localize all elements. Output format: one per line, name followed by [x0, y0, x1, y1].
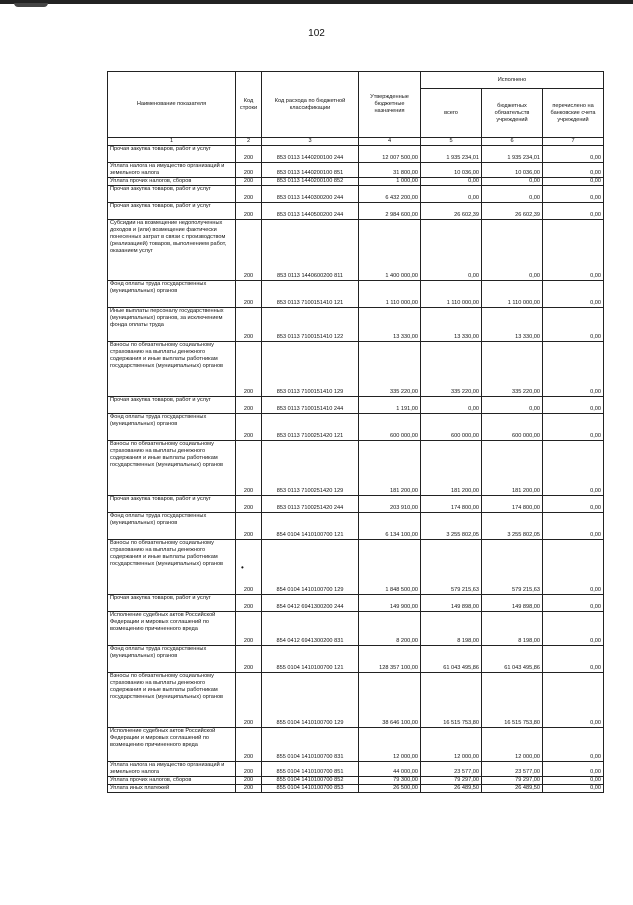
row-code: 200 [236, 203, 262, 220]
row-total: 79 297,00 [421, 777, 482, 785]
header-executed: Исполнено [421, 72, 604, 89]
row-total: 10 036,00 [421, 163, 482, 178]
row-total: 12 000,00 [421, 728, 482, 762]
row-total: 13 330,00 [421, 308, 482, 342]
row-total: 1 935 234,01 [421, 146, 482, 163]
table-row [108, 673, 604, 728]
row-kbk: 854 0412 6941300200 244 [262, 595, 359, 612]
header-obligations: бюджетных обязательств учреждений [482, 89, 543, 138]
column-index: 3 [262, 138, 359, 146]
row-name: Фонд оплаты труда государственных (муниципальных) органов [108, 513, 236, 540]
column-index: 1 [108, 138, 236, 146]
header-approved: Утвержденные бюджетные назначения [359, 72, 421, 138]
row-name: Исполнение судебных актов Российской Федерации и мировых соглашений по возмещению причиненного вреда [108, 728, 236, 762]
row-approved: 44 000,00 [359, 762, 421, 777]
row-obligations: 79 297,00 [482, 777, 543, 785]
row-approved: 6 432 200,00 [359, 186, 421, 203]
row-code: 200 [236, 146, 262, 163]
row-code: 200 [236, 612, 262, 646]
row-code: 200 [236, 414, 262, 441]
row-transferred: 0,00 [543, 777, 604, 785]
row-kbk: 853 0113 1440200100 851 [262, 163, 359, 178]
row-obligations: 13 330,00 [482, 308, 543, 342]
table-row [108, 762, 604, 777]
header-transferred: перечислено на банковские счета учреждений [543, 89, 604, 138]
row-kbk: 855 0104 1410100700 831 [262, 728, 359, 762]
row-transferred: 0,00 [543, 728, 604, 762]
row-transferred: 0,00 [543, 308, 604, 342]
row-code: 200 [236, 785, 262, 793]
row-transferred: 0,00 [543, 414, 604, 441]
row-total: 149 898,00 [421, 595, 482, 612]
row-total: 16 515 753,80 [421, 673, 482, 728]
table-row [108, 163, 604, 178]
row-transferred: 0,00 [543, 441, 604, 496]
table-row [108, 441, 604, 496]
row-code: 200 [236, 777, 262, 785]
row-code: 200 [236, 513, 262, 540]
row-obligations: 174 800,00 [482, 496, 543, 513]
row-kbk: 855 0104 1410100700 121 [262, 646, 359, 673]
row-code: 200 [236, 595, 262, 612]
row-transferred: 0,00 [543, 673, 604, 728]
row-total: 8 198,00 [421, 612, 482, 646]
column-index: 7 [543, 138, 604, 146]
row-approved: 203 910,00 [359, 496, 421, 513]
row-kbk: 855 0104 1410100700 852 [262, 777, 359, 785]
row-approved: 181 200,00 [359, 441, 421, 496]
row-obligations: 1 110 000,00 [482, 281, 543, 308]
row-name: Уплата налога на имущество организаций и земельного налога [108, 762, 236, 777]
row-name: Фонд оплаты труда государственных (муниципальных) органов [108, 281, 236, 308]
row-obligations: 335 220,00 [482, 342, 543, 397]
table-row [108, 308, 604, 342]
header-code: Код строки [236, 72, 262, 138]
row-obligations: 0,00 [482, 220, 543, 281]
row-name: Взносы по обязательному социальному страхованию на выплаты денежного содержания и иные выплаты работникам государственных (муниципальных) органов [108, 441, 236, 496]
row-obligations: 181 200,00 [482, 441, 543, 496]
row-name: Уплата налога на имущество организаций и земельного налога [108, 163, 236, 178]
table-row [108, 785, 604, 793]
table-row [108, 612, 604, 646]
row-total: 579 215,63 [421, 540, 482, 595]
header-kbk: Код расхода по бюджетной классификации [262, 72, 359, 138]
row-code: 200 [236, 220, 262, 281]
table-header [108, 72, 604, 146]
row-approved: 12 007 500,00 [359, 146, 421, 163]
row-name: Прочая закупка товаров, работ и услуг [108, 203, 236, 220]
row-total: 3 255 802,05 [421, 513, 482, 540]
row-code: 200 [236, 673, 262, 728]
row-approved: 600 000,00 [359, 414, 421, 441]
row-kbk: 853 0113 7100151410 121 [262, 281, 359, 308]
row-code: 200 [236, 728, 262, 762]
header-name: Наименование показателя [108, 72, 236, 138]
row-obligations: 3 255 802,05 [482, 513, 543, 540]
row-transferred: 0,00 [543, 762, 604, 777]
row-total: 0,00 [421, 178, 482, 186]
column-index: 5 [421, 138, 482, 146]
column-index: 4 [359, 138, 421, 146]
row-obligations: 0,00 [482, 178, 543, 186]
row-obligations: 1 935 234,01 [482, 146, 543, 163]
table-row [108, 203, 604, 220]
table-row [108, 595, 604, 612]
row-name: Уплата прочих налогов, сборов [108, 777, 236, 785]
row-kbk: 853 0113 7100151410 122 [262, 308, 359, 342]
row-kbk: 855 0104 1410100700 129 [262, 673, 359, 728]
row-obligations: 579 215,63 [482, 540, 543, 595]
row-name: Уплата иных платежей [108, 785, 236, 793]
table-row [108, 186, 604, 203]
row-obligations: 149 898,00 [482, 595, 543, 612]
row-name: Субсидии на возмещение недополученных доходов и (или) возмещение фактически понесенных затрат в связи с производством (реализацией) товаров, выполнением работ, оказанием услуг [108, 220, 236, 281]
row-name: Исполнение судебных актов Российской Федерации и мировых соглашений по возмещению причиненного вреда [108, 612, 236, 646]
row-name: Взносы по обязательному социальному страхованию на выплаты денежного содержания и иные выплаты работникам государственных (муниципальных) органов [108, 540, 236, 595]
row-approved: 26 500,00 [359, 785, 421, 793]
row-name: Уплата прочих налогов, сборов [108, 178, 236, 186]
table-row [108, 513, 604, 540]
row-kbk: 854 0412 6941300200 831 [262, 612, 359, 646]
scan-artifact [14, 3, 48, 7]
row-code: 200 [236, 178, 262, 186]
table-row [108, 178, 604, 186]
row-kbk: 853 0113 1440600200 811 [262, 220, 359, 281]
row-obligations: 23 577,00 [482, 762, 543, 777]
row-code: 200 [236, 646, 262, 673]
row-name: Прочая закупка товаров, работ и услуг [108, 186, 236, 203]
table-row [108, 496, 604, 513]
row-kbk: 855 0104 1410100700 851 [262, 762, 359, 777]
row-name: Взносы по обязательному социальному страхованию на выплаты денежного содержания и иные выплаты работникам государственных (муниципальных) органов [108, 673, 236, 728]
row-code: 200 [236, 163, 262, 178]
row-approved: 79 300,00 [359, 777, 421, 785]
row-code: 200 [236, 441, 262, 496]
row-approved: 31 800,00 [359, 163, 421, 178]
row-approved: 1 000,00 [359, 178, 421, 186]
row-total: 335 220,00 [421, 342, 482, 397]
row-approved: 13 330,00 [359, 308, 421, 342]
row-kbk: 853 0113 1440300200 244 [262, 186, 359, 203]
table-row [108, 646, 604, 673]
row-code: 200 [236, 186, 262, 203]
row-kbk: 853 0113 7100151410 129 [262, 342, 359, 397]
row-approved: 1 191,00 [359, 397, 421, 414]
row-obligations: 8 198,00 [482, 612, 543, 646]
column-index: 6 [482, 138, 543, 146]
row-transferred: 0,00 [543, 496, 604, 513]
row-approved: 1 848 500,00 [359, 540, 421, 595]
row-obligations: 600 000,00 [482, 414, 543, 441]
row-kbk: 853 0113 7100251420 244 [262, 496, 359, 513]
row-transferred: 0,00 [543, 281, 604, 308]
row-approved: 38 646 100,00 [359, 673, 421, 728]
row-total: 26 489,50 [421, 785, 482, 793]
row-obligations: 26 489,50 [482, 785, 543, 793]
row-kbk: 853 0113 1440200100 244 [262, 146, 359, 163]
row-approved: 6 134 100,00 [359, 513, 421, 540]
row-name: Фонд оплаты труда государственных (муниципальных) органов [108, 414, 236, 441]
row-transferred: 0,00 [543, 178, 604, 186]
row-approved: 8 200,00 [359, 612, 421, 646]
row-code: 200 [236, 397, 262, 414]
column-index: 2 [236, 138, 262, 146]
table-row [108, 777, 604, 785]
table-row [108, 540, 604, 595]
row-kbk: 854 0104 1410100700 121 [262, 513, 359, 540]
table-row [108, 728, 604, 762]
stray-mark: • [241, 563, 244, 572]
row-kbk: 855 0104 1410100700 853 [262, 785, 359, 793]
row-code: 200 [236, 540, 262, 595]
row-transferred: 0,00 [543, 163, 604, 178]
row-code: 200 [236, 496, 262, 513]
scan-top-edge [0, 0, 633, 4]
row-name: Иные выплаты персоналу государственных (муниципальных) органов, за исключением фонда оплаты труда [108, 308, 236, 342]
table-row [108, 146, 604, 163]
row-obligations: 12 000,00 [482, 728, 543, 762]
row-total: 0,00 [421, 397, 482, 414]
row-total: 61 043 495,86 [421, 646, 482, 673]
table-row [108, 220, 604, 281]
row-approved: 2 984 600,00 [359, 203, 421, 220]
row-transferred: 0,00 [543, 513, 604, 540]
row-transferred: 0,00 [543, 342, 604, 397]
row-kbk: 853 0113 7100251420 129 [262, 441, 359, 496]
row-code: 200 [236, 281, 262, 308]
column-index-row [108, 138, 604, 146]
table-row [108, 342, 604, 397]
row-transferred: 0,00 [543, 203, 604, 220]
row-code: 200 [236, 762, 262, 777]
row-transferred: 0,00 [543, 595, 604, 612]
row-total: 181 200,00 [421, 441, 482, 496]
row-code: 200 [236, 308, 262, 342]
row-approved: 1 110 000,00 [359, 281, 421, 308]
row-obligations: 61 043 495,86 [482, 646, 543, 673]
row-transferred: 0,00 [543, 220, 604, 281]
table-row [108, 414, 604, 441]
expenditure-report-table [107, 71, 604, 793]
row-obligations: 26 602,39 [482, 203, 543, 220]
row-kbk: 853 0113 7100151410 244 [262, 397, 359, 414]
row-approved: 12 000,00 [359, 728, 421, 762]
row-obligations: 10 036,00 [482, 163, 543, 178]
row-approved: 335 220,00 [359, 342, 421, 397]
row-obligations: 0,00 [482, 186, 543, 203]
page-number: 102 [308, 28, 325, 39]
row-transferred: 0,00 [543, 540, 604, 595]
row-name: Прочая закупка товаров, работ и услуг [108, 595, 236, 612]
row-name: Прочая закупка товаров, работ и услуг [108, 496, 236, 513]
row-total: 0,00 [421, 186, 482, 203]
header-total: всего [421, 89, 482, 138]
row-transferred: 0,00 [543, 397, 604, 414]
row-total: 1 110 000,00 [421, 281, 482, 308]
row-kbk: 853 0113 1440200100 852 [262, 178, 359, 186]
row-transferred: 0,00 [543, 612, 604, 646]
row-total: 174 800,00 [421, 496, 482, 513]
row-name: Взносы по обязательному социальному страхованию на выплаты денежного содержания и иные выплаты работникам государственных (муниципальных) органов [108, 342, 236, 397]
row-kbk: 853 0113 7100251420 121 [262, 414, 359, 441]
row-approved: 128 357 100,00 [359, 646, 421, 673]
row-kbk: 853 0113 1440500200 244 [262, 203, 359, 220]
row-name: Фонд оплаты труда государственных (муниципальных) органов [108, 646, 236, 673]
table-body [108, 146, 604, 793]
row-transferred: 0,00 [543, 646, 604, 673]
row-total: 600 000,00 [421, 414, 482, 441]
row-total: 23 577,00 [421, 762, 482, 777]
row-kbk: 854 0104 1410100700 129 [262, 540, 359, 595]
row-obligations: 0,00 [482, 397, 543, 414]
row-approved: 1 400 000,00 [359, 220, 421, 281]
row-code: 200 [236, 342, 262, 397]
table-row [108, 281, 604, 308]
row-total: 26 602,39 [421, 203, 482, 220]
row-total: 0,00 [421, 220, 482, 281]
row-transferred: 0,00 [543, 785, 604, 793]
row-obligations: 16 515 753,80 [482, 673, 543, 728]
row-transferred: 0,00 [543, 186, 604, 203]
row-name: Прочая закупка товаров, работ и услуг [108, 397, 236, 414]
row-name: Прочая закупка товаров, работ и услуг [108, 146, 236, 163]
row-transferred: 0,00 [543, 146, 604, 163]
table-row [108, 397, 604, 414]
row-approved: 149 900,00 [359, 595, 421, 612]
